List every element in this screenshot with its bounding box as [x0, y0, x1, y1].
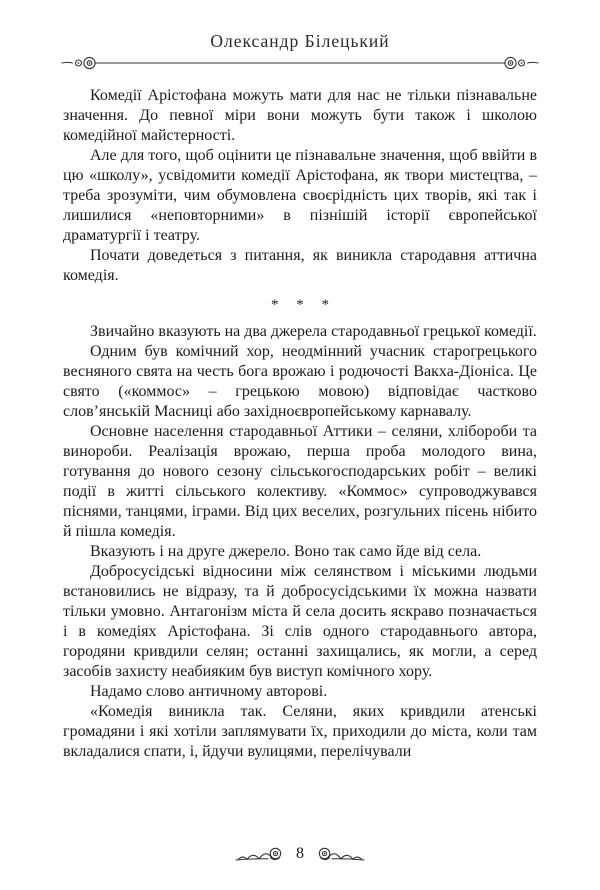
- footer-flourish-right-icon: [317, 844, 365, 864]
- section-separator: * * *: [271, 297, 336, 313]
- paragraph: Комедії Арістофана можуть мати для нас не тільки пізнавальне значення. До певної міри вони можуть бути також і школою комедійної майстерності.: [63, 87, 537, 144]
- page-footer: [0, 844, 600, 864]
- paragraph: «Комедія виникла так. Селяни, яких кривдили атенські громадяни і які хотіли заплямувати їх, приходили до міста, коли там вкладалися спати, і, йдучи вулицями, перелічували: [63, 703, 537, 760]
- paragraph: Але для того, щоб оцінити це пізнавальне значення, щоб ввійти в цю «школу», усвідомити комедії Арістофана, як твори мистецтва, – треба зрозуміти, чим обумовлена своєрідність цих творів, які так і лишилися «неповторними» в пізнішій історії європейської драматургії і театру.: [63, 147, 537, 244]
- paragraph: Вказують і на друге джерело. Воно так само йде від села.: [90, 543, 482, 560]
- header-divider-ornament-icon: [0, 54, 600, 72]
- page-number: 8: [296, 845, 304, 862]
- footer-flourish-left-icon: [235, 844, 283, 864]
- paragraph: Основне населення стародавньої Аттики – селяни, хлібороби та винороби. Реалізація врожаю, перша проба молодого вина, готування до нового сезону сільськогосподарських робіт – великі події в житті сільського колективу. «Коммос» супроводжувався піснями, танцями, іграми. Від цих веселих, розгульних пісень нібито й пішла комедія.: [63, 423, 537, 540]
- paragraph: Одним був комічний хор, неодмінний учасник старогрецького весняного свята на честь бога врожаю і родючості Вакха-Діоніса. Це свято («коммос» – грецькою мовою) відповідає частково слов’янській Масниці або західноєвропейському карнавалу.: [63, 343, 537, 420]
- running-head-author: Олександр Білецький: [210, 31, 390, 51]
- paragraph: Почати доведеться з питання, як виникла стародавня аттична комедія.: [63, 247, 537, 284]
- body-text: [63, 86, 537, 762]
- page-header: [0, 0, 600, 72]
- paragraph: Добросусідські відносини між селянством і міськими людьми встановились не відразу, та й добросусідськими їх можна назвати тільки умовно. Антагонізм міста й села досить яскраво позначається і в комедіях Арістофана. Зі слів одного стародавнього автора, городяни кривдили селян; останні захищались, як могли, а серед засобів захисту неабияким був виступ комічного хору.: [63, 563, 537, 680]
- paragraph: Звичайно вказують на два джерела стародавньої грецької комедії.: [90, 323, 537, 340]
- paragraph: Надамо слово античному авторові.: [90, 683, 328, 700]
